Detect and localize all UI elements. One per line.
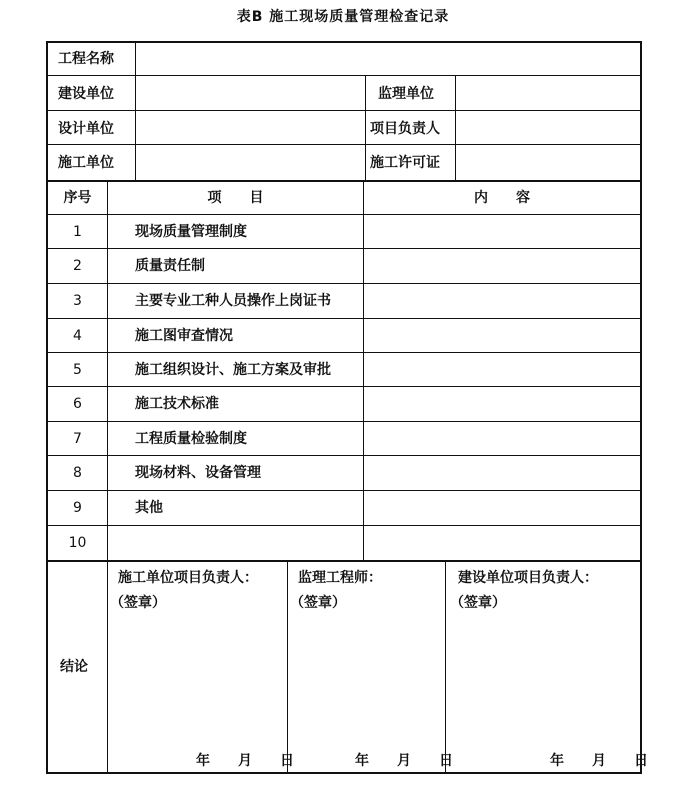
row-number: 2: [73, 258, 82, 274]
row-item: 主要专业工种人员操作上岗证书: [135, 293, 331, 309]
row-item: 施工组织设计、施工方案及审批: [135, 362, 331, 378]
row-item: 现场质量管理制度: [135, 224, 247, 240]
row-number: 8: [73, 465, 82, 481]
column-header-item: 项 目: [207, 190, 264, 206]
owner-seal-label: （签章）: [450, 595, 506, 611]
column-header-content: 内 容: [474, 190, 530, 206]
design-unit-label: 设计单位: [58, 121, 114, 137]
row-number: 7: [73, 431, 82, 447]
contractor-label: 施工单位: [58, 155, 114, 171]
owner-signer-label: 建设单位项目负责人：: [458, 570, 598, 586]
row-number: 1: [73, 224, 82, 240]
supervisor-seal-label: （签章）: [290, 595, 346, 611]
row-item: 质量责任制: [135, 258, 205, 274]
row-number: 6: [73, 396, 82, 412]
supervision-unit-label: 监理单位: [378, 86, 434, 102]
supervisor-signer-label: 监理工程师：: [298, 570, 382, 586]
row-number: 9: [73, 500, 82, 516]
project-name-label: 工程名称: [58, 51, 114, 67]
row-item: 施工技术标准: [135, 396, 219, 412]
row-item: 工程质量检验制度: [135, 431, 247, 447]
project-manager-label: 项目负责人: [370, 121, 440, 137]
conclusion-label: 结论: [60, 659, 88, 675]
permit-label: 施工许可证: [370, 155, 440, 171]
row-item: 施工图审查情况: [135, 328, 233, 344]
row-item: 其他: [135, 500, 163, 516]
row-number: 5: [73, 362, 82, 378]
inspection-table: [46, 41, 648, 774]
row-number: 4: [73, 328, 82, 344]
document-title: 表B 施工现场质量管理检查记录: [236, 9, 450, 25]
row-number: 10: [68, 535, 87, 551]
construction-unit-label: 建设单位: [58, 86, 114, 102]
row-number: 3: [73, 293, 82, 309]
row-item: 现场材料、设备管理: [135, 465, 261, 481]
supervisor-date-label: 年 月 日: [355, 753, 453, 769]
contractor-seal-label: （签章）: [110, 595, 166, 611]
contractor-signer-label: 施工单位项目负责人：: [118, 570, 258, 586]
contractor-date-label: 年 月 日: [196, 753, 294, 769]
owner-date-label: 年 月 日: [550, 753, 648, 769]
column-header-no: 序号: [63, 190, 92, 206]
